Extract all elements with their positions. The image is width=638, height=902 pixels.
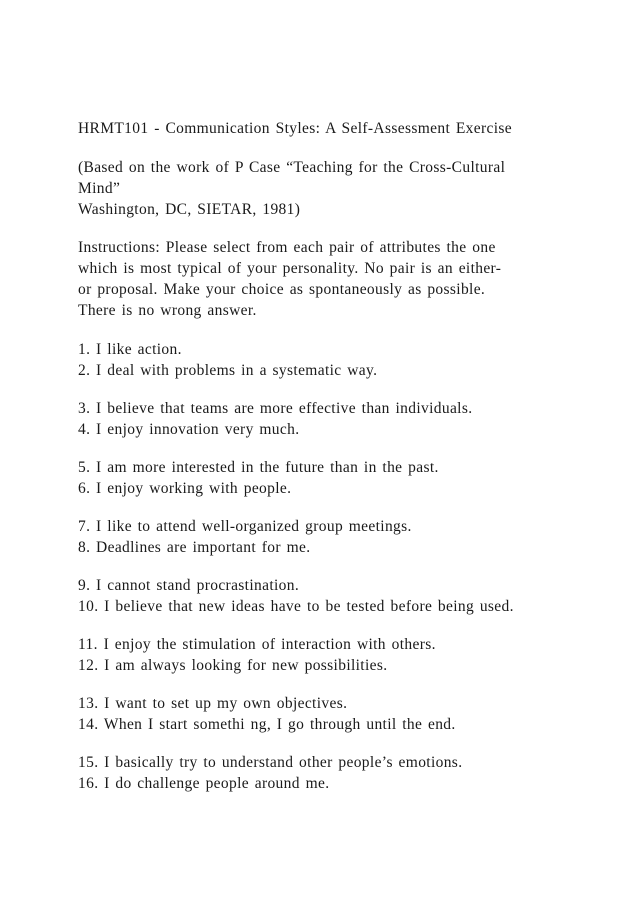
assessment-item: 8. Deadlines are important for me. (78, 539, 311, 556)
assessment-item: 4. I enjoy innovation very much. (78, 421, 300, 438)
instructions-line: or proposal. Make your choice as spontaneously as possible. (78, 281, 486, 298)
item-pair (78, 693, 618, 735)
assessment-item: 10. I believe that new ideas have to be tested before being used. (78, 598, 514, 615)
item-pair (78, 516, 618, 558)
source-line: Washington, DC, SIETAR, 1981) (78, 201, 301, 218)
document-title-block (78, 118, 618, 139)
assessment-item: 6. I enjoy working with people. (78, 480, 292, 497)
assessment-item: 14. When I start somethi ng, I go through until the end. (78, 716, 456, 733)
assessment-item: 9. I cannot stand procrastination. (78, 577, 300, 594)
source-citation (78, 157, 618, 220)
assessment-item: 5. I am more interested in the future than in the past. (78, 459, 439, 476)
instructions-line: There is no wrong answer. (78, 302, 257, 319)
assessment-item: 12. I am always looking for new possibilities. (78, 657, 388, 674)
item-pair (78, 398, 618, 440)
instructions-paragraph (78, 237, 618, 321)
source-line: (Based on the work of P Case “Teaching for the Cross-Cultural (78, 159, 506, 176)
item-pair (78, 634, 618, 676)
instructions-line: which is most typical of your personality. No pair is an either- (78, 260, 502, 277)
assessment-item: 15. I basically try to understand other people’s emotions. (78, 754, 463, 771)
item-pair (78, 752, 618, 794)
document-title: HRMT101 - Communication Styles: A Self-Assessment Exercise (78, 120, 512, 137)
source-line: Mind” (78, 180, 121, 197)
assessment-item: 3. I believe that teams are more effective than individuals. (78, 400, 473, 417)
instructions-line: Instructions: Please select from each pair of attributes the one (78, 239, 496, 256)
assessment-item: 7. I like to attend well-organized group meetings. (78, 518, 412, 535)
assessment-item: 13. I want to set up my own objectives. (78, 695, 348, 712)
assessment-item: 16. I do challenge people around me. (78, 775, 330, 792)
item-pair (78, 575, 618, 617)
item-pair (78, 339, 618, 381)
assessment-item: 1. I like action. (78, 341, 182, 358)
document-body (78, 118, 618, 811)
item-pair (78, 457, 618, 499)
assessment-item: 11. I enjoy the stimulation of interaction with others. (78, 636, 436, 653)
assessment-item: 2. I deal with problems in a systematic way. (78, 362, 378, 379)
